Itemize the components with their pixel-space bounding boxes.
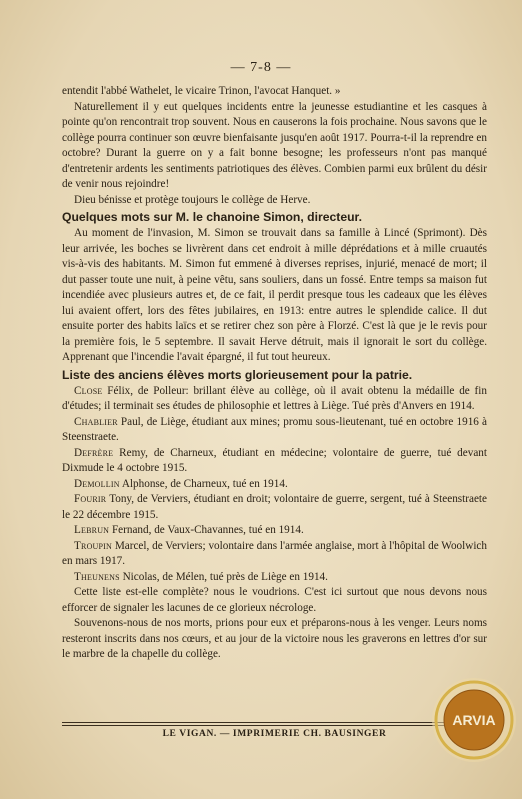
alumni-name: Theunens bbox=[74, 570, 120, 583]
section-heading-list: Liste des anciens élèves morts glorieusement pour la patrie. bbox=[62, 367, 413, 382]
list-item bbox=[62, 523, 487, 539]
list-item bbox=[62, 539, 487, 570]
alumni-list bbox=[62, 384, 487, 586]
divider-bottom bbox=[62, 725, 487, 726]
alumni-name: Chablier bbox=[74, 415, 118, 428]
list-item bbox=[62, 492, 487, 523]
stamp-text: ARVIA bbox=[452, 712, 496, 728]
stamp-icon bbox=[430, 676, 518, 764]
alumni-text: Nicolas, de Mélen, tué près de Liège en 1914. bbox=[119, 570, 328, 583]
intro-paragraph-1: entendit l'abbé Wathelet, le vicaire Trinon, l'avocat Hanquet. » bbox=[62, 85, 341, 97]
intro-paragraph-3: Dieu bénisse et protège toujours le collège de Herve. bbox=[74, 193, 311, 206]
alumni-text: Paul, de Liège, étudiant aux mines; promu sous-lieutenant, tué en octobre 1916 à Steenstraete. bbox=[62, 415, 487, 443]
arvia-stamp-logo bbox=[430, 676, 518, 764]
alumni-text: Félix, de Polleur: brillant élève au collège, où il avait obtenu la médaille de fin d'études; il terminait ses études de philosophie et lettres à Liège. Tué près d'Anvers en 1914. bbox=[62, 384, 487, 412]
alumni-text: Marcel, de Verviers; volontaire dans l'armée anglaise, mort à l'hôpital de Woolwich en mars 1917. bbox=[62, 539, 487, 567]
page-number: — 7-8 — bbox=[230, 60, 292, 75]
alumni-name: Lebrun bbox=[74, 524, 110, 536]
alumni-text: Alphonse, de Charneux, tué en 1914. bbox=[119, 477, 288, 490]
alumni-name: Troupin bbox=[74, 539, 113, 552]
closing-paragraph-1: Cette liste est-elle complète? nous le voudrions. C'est ici surtout que nous devons nous efforcer de signaler les lacunes de ce glorieux nécrologe. bbox=[62, 586, 487, 614]
alumni-text: Tony, de Verviers, étudiant en droit; volontaire de guerre, sergent, tué à Steenstraete le 22 décembre 1915. bbox=[62, 493, 487, 521]
alumni-name: Close bbox=[74, 384, 103, 397]
list-item bbox=[62, 477, 487, 493]
list-item bbox=[62, 446, 487, 477]
article-body bbox=[62, 84, 487, 663]
alumni-text: Remy, de Charneux, étudiant en médecine; volontaire de guerre, tué devant Dixmude le 4 octobre 1915. bbox=[62, 446, 487, 474]
list-item bbox=[62, 384, 487, 415]
closing-paragraph-2: Souvenons-nous de nos morts, prions pour eux et préparons-nous à les venger. Leurs noms resteront inscrits dans nos cœurs, et au jour de la victoire nous les graverons en lettres d'or sur le marbre de la chapelle du collège. bbox=[62, 617, 487, 660]
section-heading-simon: Quelques mots sur M. le chanoine Simon, directeur. bbox=[62, 210, 363, 224]
list-item bbox=[62, 415, 487, 446]
simon-paragraph: Au moment de l'invasion, M. Simon se trouvait dans sa famille à Lincé (Sprimont). Dès leur arrivée, les boches se livrèrent dans cet endroit à mille déprédations et à mille cruautés vis-à-vis des habitants. M. Simon fut emmené à diverses reprises, injurié, menacé de mort; il dut passer toute une nuit, à peine vêtu, sans souliers, dans un fossé. Entre temps sa maison fut incendiée avec plusieurs autres et, de ce fait, il perdit presque tous les cadeaux que les élèves lui avaient offert, lors des fêtes jubilaires, en 1913: entre autres le splendide calice. Il dut ensuite porter des habits laïcs et se retirer chez son père à Florzé. C'est là que je le revis pour la première fois, le 5 septembre. Il savait Herve détruit, mais il ignorait le sort du collège. Apprenant que l'incendie l'avait épargné, il fut tout heureux. bbox=[62, 227, 487, 363]
list-item bbox=[62, 570, 487, 586]
alumni-name: Defrère bbox=[74, 446, 114, 459]
alumni-name: Demollin bbox=[74, 477, 120, 490]
divider-top bbox=[62, 722, 487, 723]
alumni-text: Fernand, de Vaux-Chavannes, tué en 1914. bbox=[109, 524, 304, 536]
printer-imprint: LE VIGAN. — IMPRIMERIE CH. BAUSINGER bbox=[162, 729, 387, 739]
alumni-name: Fourir bbox=[74, 493, 107, 505]
intro-paragraph-2: Naturellement il y eut quelques incidents entre la jeunesse estudiantine et les casques à pointe qu'on rencontrait trop souvent. Nous en causerons la fois prochaine. Nous savons que le collège pourra continuer son œuvre bienfaisante jusqu'en août 1917. Pourra-t-il la reprendre en octobre? Durant la guerre on y a fait bonne besogne; les professeurs n'ont pas manqué d'entretenir ardents les sentiments patriotiques des élèves. Combien parmi eux brûlent du désir de venir nous rejoindre! bbox=[62, 100, 487, 190]
